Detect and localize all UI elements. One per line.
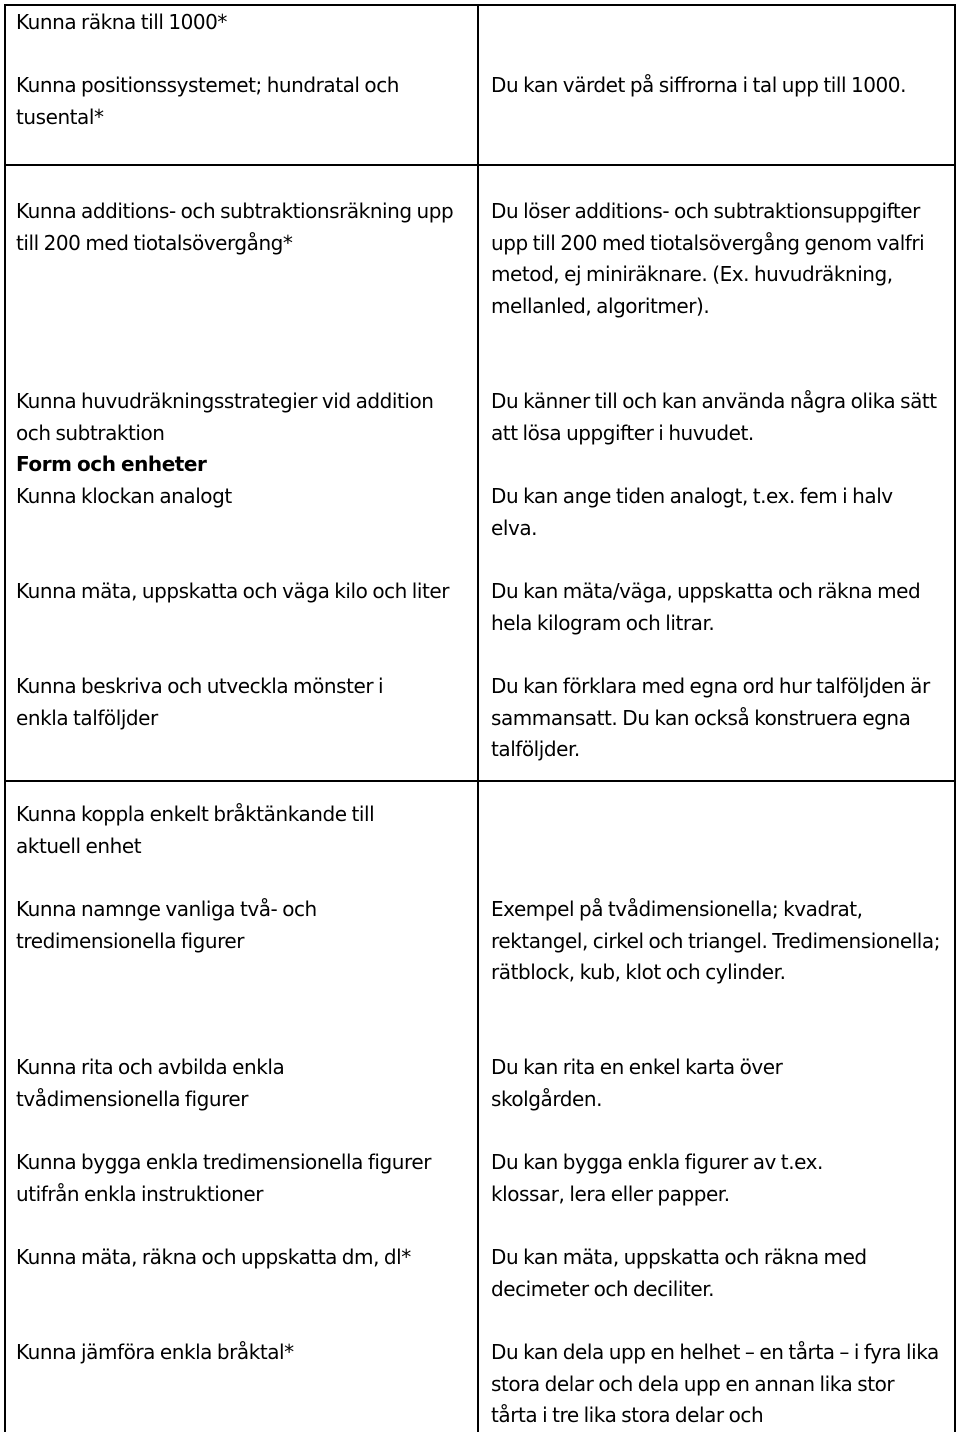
goal-text: Kunna koppla enkelt bråktänkande till aktuell enhet <box>16 802 375 858</box>
goal-text: Kunna positionssystemet; hundratal och tusental* <box>16 73 399 129</box>
goal-text: Kunna beskriva och utveckla mönster i enkla talföljder <box>16 674 384 730</box>
goal-text: Kunna mäta, räkna och uppskatta dm, dl* <box>16 1245 411 1269</box>
criteria-text: Du kan mäta/väga, uppskatta och räkna med hela kilogram och litrar. <box>491 579 921 635</box>
goal-text: Kunna bygga enkla tredimensionella figurer utifrån enkla instruktioner <box>16 1150 431 1206</box>
table-border-right <box>954 4 956 1432</box>
criteria-text: Du kan dela upp en helhet – en tårta – i fyra lika stora delar och dela upp en annan lika stor tårta i tre lika stora delar och <box>491 1340 939 1427</box>
table-border-top <box>4 4 956 6</box>
criteria-text: Exempel på tvådimensionella; kvadrat, rektangel, cirkel och triangel. Tredimensionella; rätblock, kub, klot och cylinder. <box>491 897 940 984</box>
criteria-text: Du kan värdet på siffrorna i tal upp till 1000. <box>491 73 906 97</box>
criteria-text: Du kan bygga enkla figurer av t.ex. klossar, lera eller papper. <box>491 1150 823 1206</box>
criteria-text: Du kan förklara med egna ord hur talföljden är sammansatt. Du kan också konstruera egna talföljder. <box>491 674 930 761</box>
criteria-text: Du kan rita en enkel karta över skolgården. <box>491 1055 783 1111</box>
goal-text: Kunna räkna till 1000* <box>16 10 227 34</box>
table-row-divider <box>4 780 956 782</box>
section-heading: Form och enheter <box>16 452 207 476</box>
goal-text: Kunna jämföra enkla bråktal* <box>16 1340 294 1364</box>
goal-text: Kunna klockan analogt <box>16 484 232 508</box>
criteria-text: Du kan ange tiden analogt, t.ex. fem i halv elva. <box>491 484 893 540</box>
goal-text: Kunna namnge vanliga två- och tredimensionella figurer <box>16 897 317 953</box>
table-row-divider <box>4 164 956 166</box>
criteria-text: Du kan mäta, uppskatta och räkna med decimeter och deciliter. <box>491 1245 867 1301</box>
goal-text: Kunna rita och avbilda enkla tvådimensionella figurer <box>16 1055 285 1111</box>
criteria-text: Du löser additions- och subtraktionsuppgifter upp till 200 med tiotalsövergång genom valfri metod, ej miniräknare. (Ex. huvudräkning, mellanled, algoritmer). <box>491 199 925 318</box>
table-column-divider <box>477 4 479 1432</box>
goal-text: Kunna additions- och subtraktionsräkning upp till 200 med tiotalsövergång* <box>16 199 454 255</box>
goal-text: Kunna huvudräkningsstrategier vid addition och subtraktion <box>16 389 434 445</box>
table-border-left <box>4 4 6 1432</box>
goal-text: Kunna mäta, uppskatta och väga kilo och liter <box>16 579 450 603</box>
criteria-text: Du känner till och kan använda några olika sätt att lösa uppgifter i huvudet. <box>491 389 937 445</box>
